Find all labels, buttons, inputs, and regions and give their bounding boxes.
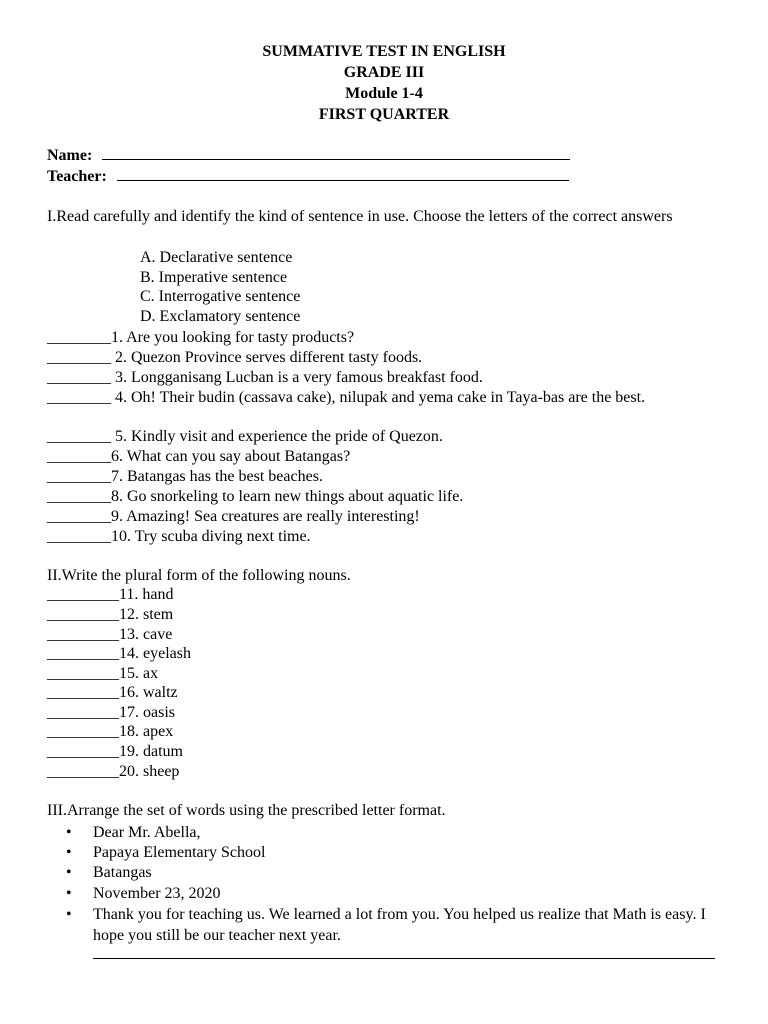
teacher-blank[interactable] (117, 166, 569, 181)
part1-item-9[interactable]: ________9. Amazing! Sea creatures are really interesting! (47, 508, 420, 525)
part1-item-3[interactable]: ________ 3. Longganisang Lucban is a very famous breakfast food. (47, 369, 483, 386)
bullet-icon: • (66, 864, 72, 881)
part2-item-20[interactable]: _________20. sheep (47, 763, 180, 780)
choice-a: A. Declarative sentence (140, 249, 293, 266)
part3-bullet-4 (66, 883, 716, 904)
bullet-text: November 23, 2020 (93, 885, 221, 902)
part1-item-7[interactable]: ________7. Batangas has the best beaches. (47, 468, 323, 485)
name-blank[interactable] (102, 145, 570, 160)
part2-item-17[interactable]: _________17. oasis (47, 704, 175, 721)
bullet-text: Thank you for teaching us. We learned a lot from you. You helped us realize that Math is easy. I hope you still be our teacher next year. (93, 906, 706, 944)
part2-item-14[interactable]: _________14. eyelash (47, 645, 191, 662)
part2-item-15[interactable]: _________15. ax (47, 665, 159, 682)
part1-item-4[interactable]: ________ 4. Oh! Their budin (cassava cake), nilupak and yema cake in Taya-bas are the best. (47, 389, 646, 406)
bullet-icon: • (66, 844, 72, 861)
bullet-text: Papaya Elementary School (93, 844, 266, 861)
part3-answer-line[interactable] (93, 958, 715, 959)
part3-instruction: III.Arrange the set of words using the prescribed letter format. (47, 802, 446, 819)
bullet-text: Batangas (93, 864, 152, 881)
part3-bullet-3 (66, 862, 716, 883)
part2-item-13[interactable]: _________13. cave (47, 626, 173, 643)
choice-b: B. Imperative sentence (140, 269, 288, 286)
part3-bullet-5 (66, 904, 716, 946)
part2-item-18[interactable]: _________18. apex (47, 723, 174, 740)
choice-d: D. Exclamatory sentence (140, 308, 301, 325)
part3-bullet-2 (66, 842, 716, 863)
part1-item-1[interactable]: ________1. Are you looking for tasty products? (47, 329, 355, 346)
bullet-icon: • (66, 885, 72, 902)
part2-item-12[interactable]: _________12. stem (47, 606, 174, 623)
part1-instruction: I.Read carefully and identify the kind of sentence in use. Choose the letters of the correct answers (47, 208, 673, 225)
part1-item-2[interactable]: ________ 2. Quezon Province serves different tasty foods. (47, 349, 423, 366)
name-field-row (47, 145, 570, 166)
part2-item-11[interactable]: _________11. hand (47, 586, 174, 603)
document-title: SUMMATIVE TEST IN ENGLISH (262, 43, 506, 60)
part1-item-6[interactable]: ________6. What can you say about Batangas? (47, 448, 351, 465)
part1-item-8[interactable]: ________8. Go snorkeling to learn new things about aquatic life. (47, 488, 464, 505)
grade-label: GRADE III (343, 64, 425, 81)
document-header (0, 41, 768, 125)
teacher-label: Teacher: (47, 168, 107, 185)
part1-item-10[interactable]: ________10. Try scuba diving next time. (47, 528, 311, 545)
part2-item-19[interactable]: _________19. datum (47, 743, 183, 760)
teacher-field-row (47, 166, 569, 187)
part3-bullet-1 (66, 822, 716, 843)
bullet-icon: • (66, 824, 72, 841)
quarter-label: FIRST QUARTER (318, 106, 450, 123)
module-label: Module 1-4 (345, 85, 423, 102)
part2-item-16[interactable]: _________16. waltz (47, 684, 178, 701)
name-label: Name: (47, 147, 93, 164)
bullet-text: Dear Mr. Abella, (93, 824, 201, 841)
choice-c: C. Interrogative sentence (140, 288, 301, 305)
bullet-icon: • (66, 906, 72, 923)
part1-item-5[interactable]: ________ 5. Kindly visit and experience the pride of Quezon. (47, 428, 443, 445)
part2-instruction: II.Write the plural form of the following nouns. (47, 567, 351, 584)
